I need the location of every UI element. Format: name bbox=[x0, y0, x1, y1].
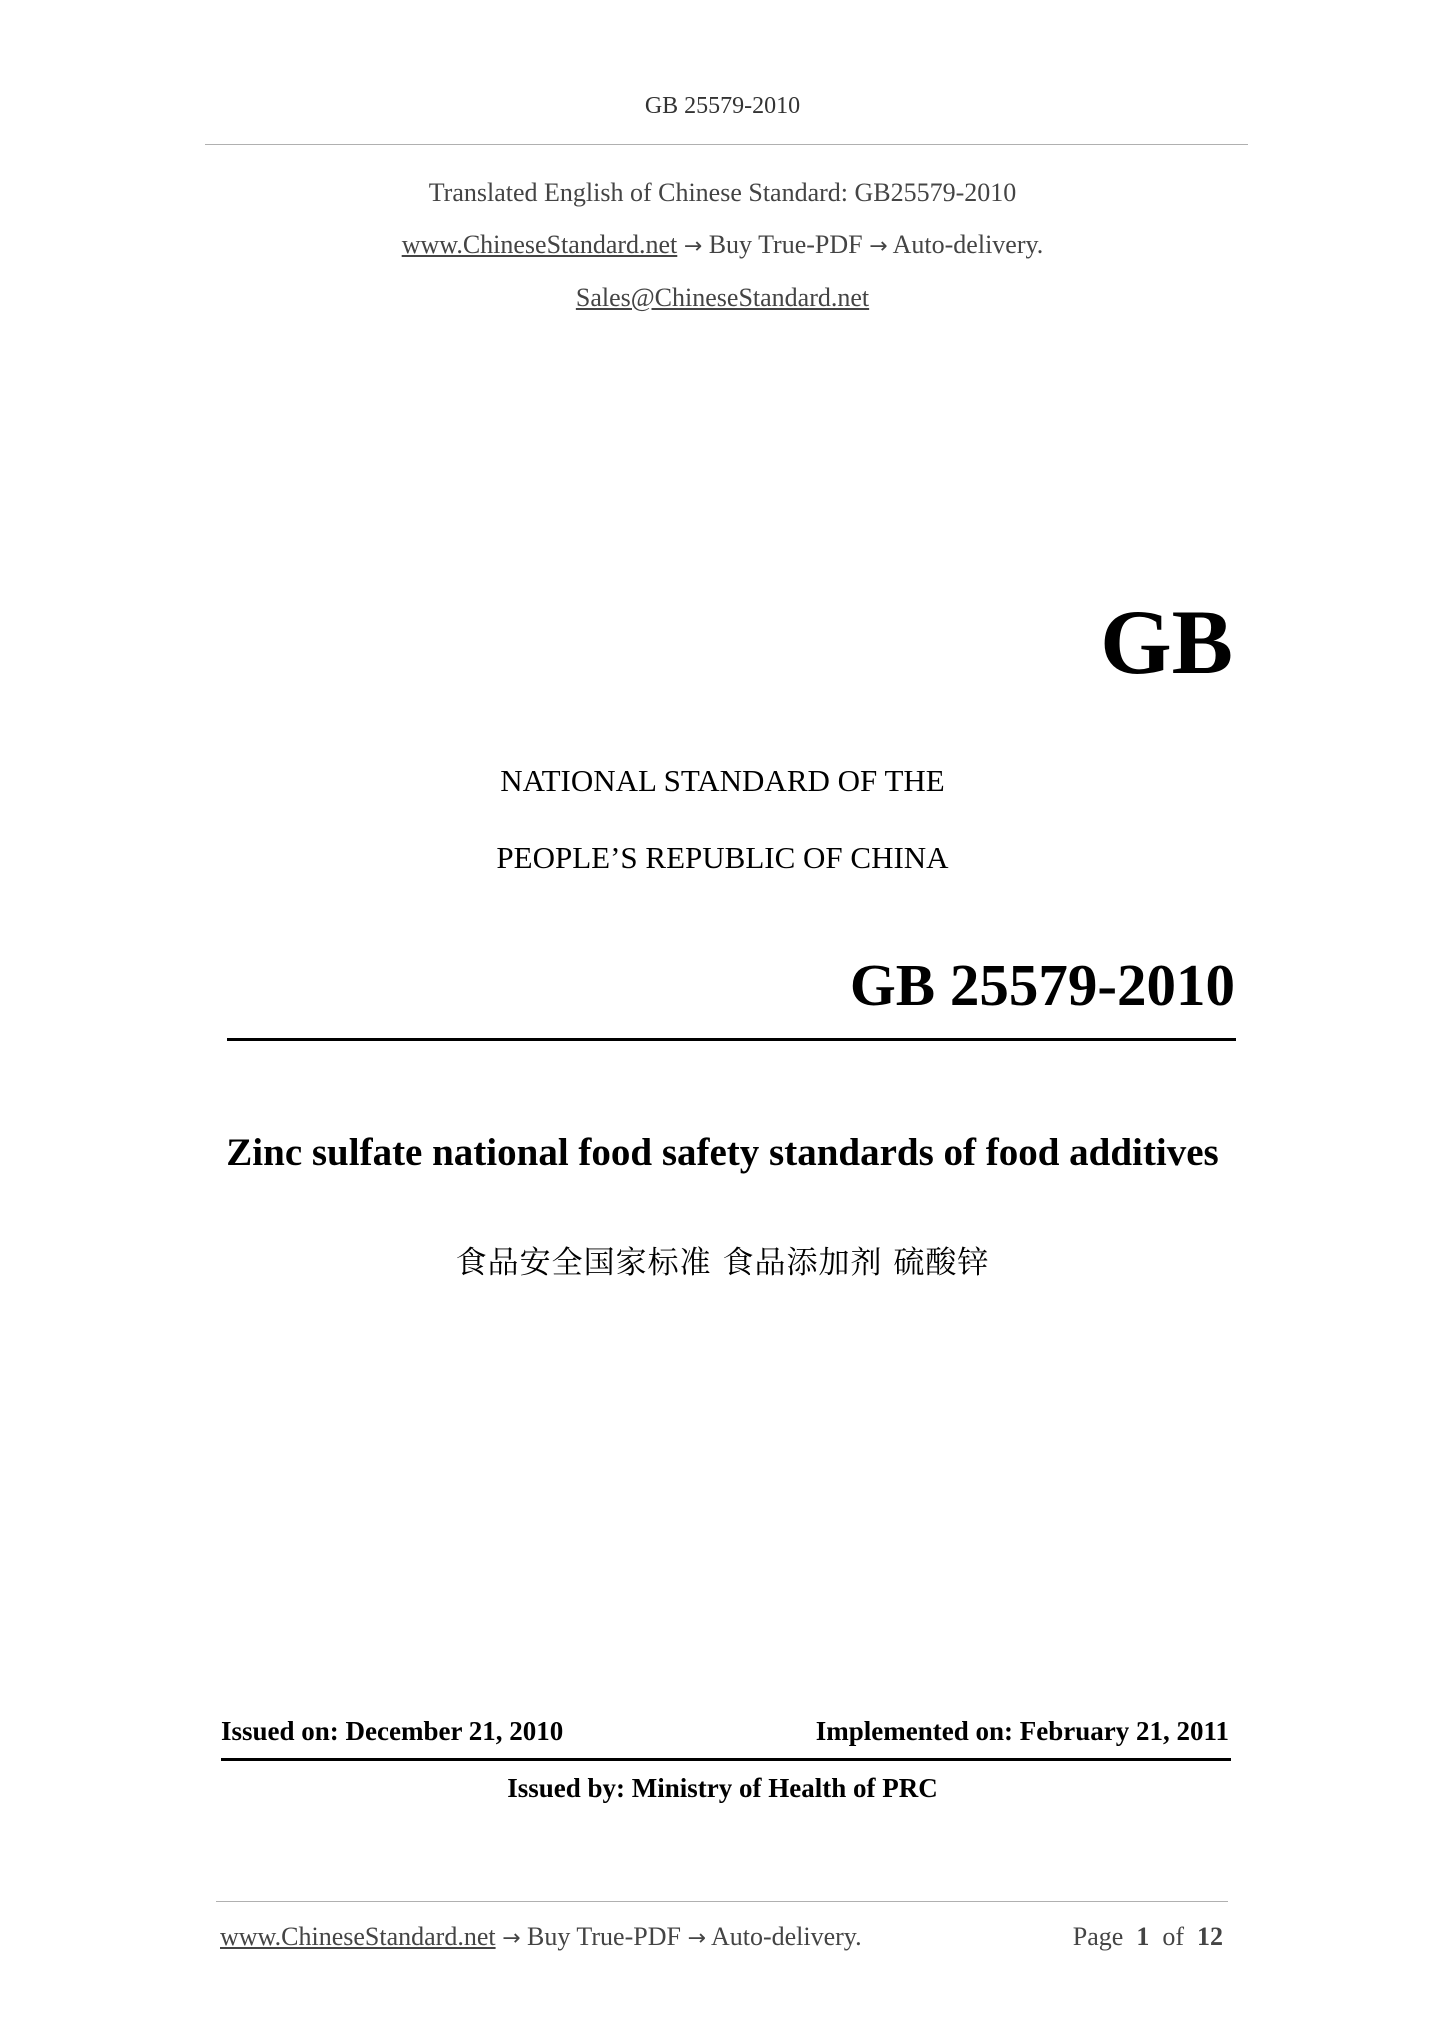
site-link[interactable]: www.ChineseStandard.net bbox=[401, 230, 678, 259]
arrow-right-icon: → bbox=[869, 234, 888, 259]
arrow-right-icon: → bbox=[683, 234, 703, 259]
title-chinese: 食品安全国家标准 食品添加剂 硫酸锌 bbox=[455, 1245, 990, 1281]
footer-buy-text: Buy True-PDF bbox=[527, 1922, 681, 1951]
issued-by: Issued by: Ministry of Health of PRC bbox=[507, 1773, 938, 1803]
national-standard-line2: PEOPLE’S REPUBLIC OF CHINA bbox=[496, 840, 949, 875]
page-total: 12 bbox=[1197, 1922, 1223, 1951]
promo-translation-note: Translated English of Chinese Standard: GB25579-2010 bbox=[428, 178, 1017, 207]
page-current: 1 bbox=[1136, 1922, 1150, 1951]
auto-delivery-text: Auto-delivery. bbox=[892, 230, 1044, 259]
issued-on-date: Issued on: December 21, 2010 bbox=[221, 1716, 564, 1746]
header-divider bbox=[205, 144, 1248, 145]
arrow-right-icon: → bbox=[502, 1926, 521, 1951]
standard-number: GB 25579-2010 bbox=[849, 952, 1235, 1018]
meta-divider bbox=[221, 1758, 1231, 1761]
title-english: Zinc sulfate national food safety standards of food additives bbox=[226, 1131, 1219, 1174]
national-standard-line1: NATIONAL STANDARD OF THE bbox=[500, 763, 945, 798]
footer-divider bbox=[216, 1901, 1228, 1902]
sales-email-link[interactable]: Sales@ChineseStandard.net bbox=[575, 283, 870, 312]
gb-logo: GB bbox=[1100, 591, 1233, 693]
footer-delivery-text: Auto-delivery. bbox=[710, 1922, 862, 1951]
page-indicator bbox=[1073, 1922, 1223, 1952]
title-divider bbox=[227, 1038, 1236, 1041]
footer-buy-line bbox=[220, 1922, 862, 1952]
page-of: of bbox=[1162, 1922, 1184, 1951]
promo-buy-line bbox=[0, 230, 1445, 260]
arrow-right-icon: → bbox=[687, 1926, 706, 1951]
implemented-on-date: Implemented on: February 21, 2011 bbox=[815, 1716, 1229, 1746]
footer-site-link[interactable]: www.ChineseStandard.net bbox=[220, 1922, 496, 1951]
promo-email-line bbox=[0, 283, 1445, 313]
page-label: Page bbox=[1072, 1922, 1124, 1951]
running-header: GB 25579-2010 bbox=[644, 93, 801, 119]
buy-true-pdf-text: Buy True-PDF bbox=[708, 230, 863, 259]
